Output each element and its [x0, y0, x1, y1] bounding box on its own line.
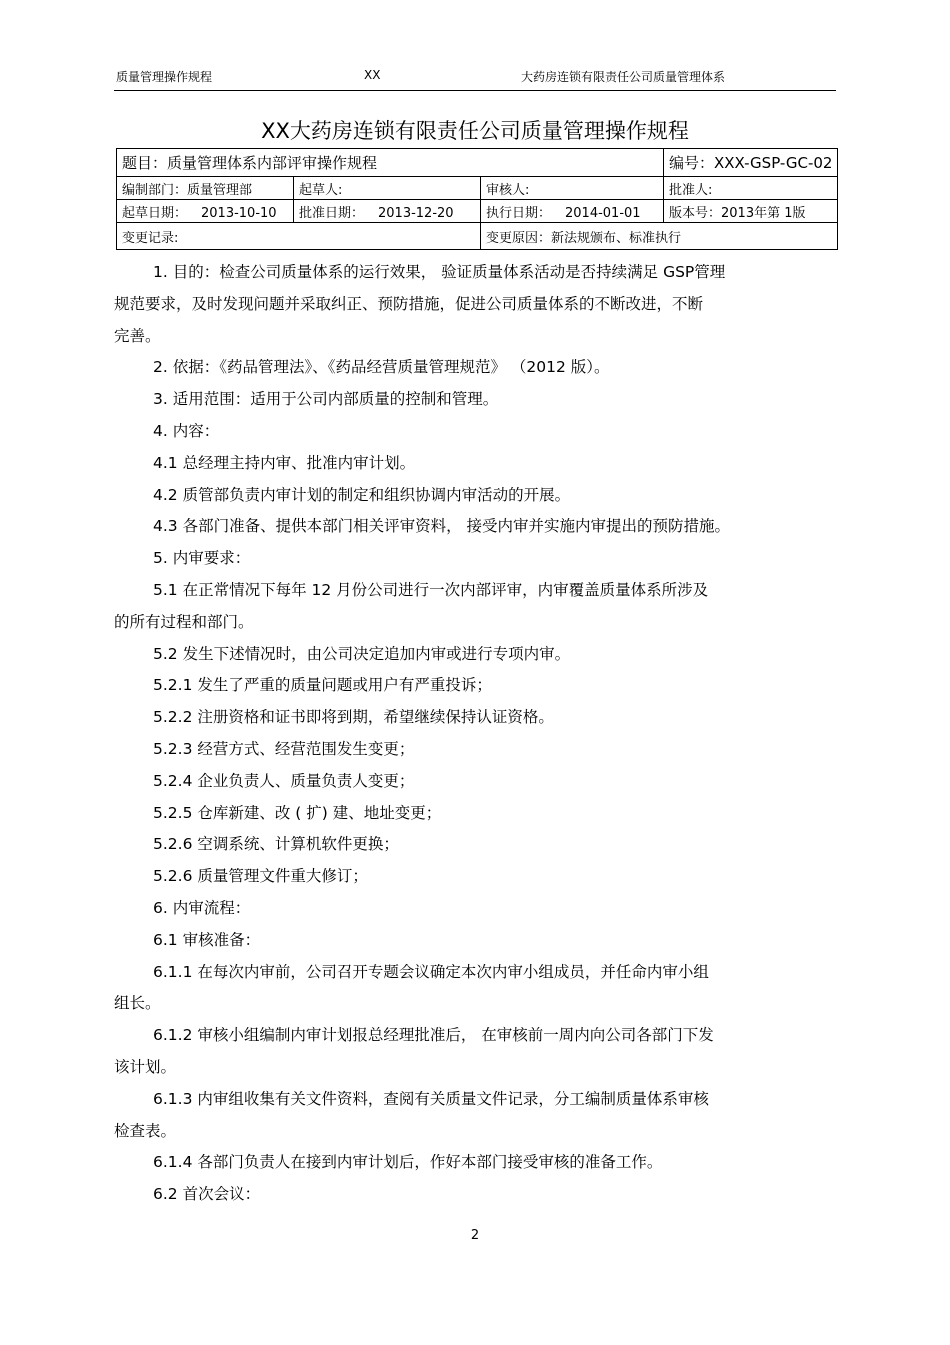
- document-meta-table: [116, 148, 838, 250]
- dept-label: 编制部门：: [122, 182, 188, 198]
- paragraph-line: 组长。: [114, 994, 161, 1013]
- page-number: 2: [470, 1228, 480, 1243]
- paragraph-line: 3. 适用范围：适用于公司内部质量的控制和管理。: [153, 390, 499, 409]
- document-title: XX大药房连锁有限责任公司质量管理操作规程: [261, 119, 689, 143]
- approver-cell: 批准人:: [664, 177, 838, 200]
- paragraph-line: 5.2.5 仓库新建、改 ( 扩) 建、地址变更；: [153, 803, 442, 822]
- dept-value: 质量管理部: [187, 182, 253, 198]
- change-reason-cell: 变更原因：新法规颁布、标准执行: [481, 223, 838, 250]
- approve-date-value: 2013-12-20: [378, 205, 454, 221]
- drafter-cell: 起草人:: [294, 177, 481, 200]
- draft-date-value: 2013-10-10: [201, 205, 277, 221]
- change-record-cell: 变更记录:: [117, 223, 481, 250]
- paragraph-line: 的所有过程和部门。: [114, 612, 254, 631]
- paragraph-line: 4. 内容：: [153, 421, 220, 440]
- paragraph-line: 6.1 审核准备：: [153, 930, 261, 949]
- paragraph-line: 5.2.3 经营方式、经营范围发生变更；: [153, 739, 415, 758]
- paragraph-line: 检查表。: [114, 1121, 177, 1140]
- dept-cell: [117, 177, 294, 200]
- paragraph-line: 6.1.3 内审组收集有关文件资料，查阅有关质量文件记录，分工编制质量体系审核: [153, 1089, 709, 1108]
- header-left-text: 质量管理操作规程: [116, 70, 213, 84]
- draft-date-label: 起草日期：: [122, 205, 188, 221]
- paragraph-line: 6. 内审流程：: [153, 898, 251, 917]
- paragraph-line: 5.2.2 注册资格和证书即将到期，希望继续保持认证资格。: [153, 708, 554, 727]
- header-right-text: 大药房连锁有限责任公司质量管理体系: [521, 70, 726, 84]
- paragraph-line: 5.2.1 发生了严重的质量问题或用户有严重投诉；: [153, 676, 492, 695]
- exec-date-value: 2014-01-01: [565, 205, 641, 221]
- paragraph-line: 6.1.4 各部门负责人在接到内审计划后，作好本部门接受审核的准备工作。: [153, 1153, 663, 1172]
- header-center-text: XX: [364, 68, 381, 82]
- paragraph-line: 4.2 质管部负责内审计划的制定和组织协调内审活动的开展。: [153, 485, 571, 504]
- paragraph-line: 5.1 在正常情况下每年 12 月份公司进行一次内部评审，内审覆盖质量体系所涉及: [153, 580, 709, 599]
- paragraph-line: 6.1.1 在每次内审前，公司召开专题会议确定本次内审小组成员，并任命内审小组: [153, 962, 709, 981]
- document-body: [114, 257, 836, 1211]
- code-cell: 编号：XXX-GSP-GC-02: [664, 149, 838, 177]
- paragraph-line: 1. 目的：检查公司质量体系的运行效果， 验证质量体系活动是否持续满足 GSP管理: [153, 263, 726, 281]
- draft-date-cell: [117, 200, 294, 223]
- paragraph-line: 6.2 首次会议：: [153, 1185, 261, 1204]
- paragraph-line: 6.1.2 审核小组编制内审计划报总经理批准后， 在审核前一周内向公司各部门下发: [153, 1026, 714, 1045]
- paragraph-line: 5.2.6 空调系统、计算机软件更换；: [153, 835, 399, 854]
- paragraph-line: 完善。: [114, 326, 161, 345]
- paragraph-line: 5.2.6 质量管理文件重大修订；: [153, 867, 368, 886]
- approve-date-cell: [294, 200, 481, 223]
- subject-cell: 题目：质量管理体系内部评审操作规程: [117, 149, 664, 177]
- page-header: [114, 66, 836, 91]
- approve-date-label: 批准日期：: [299, 205, 365, 221]
- version-cell: 版本号：2013年第 1版: [664, 200, 838, 223]
- paragraph-line: 4.3 各部门准备、提供本部门相关评审资料， 接受内审并实施内审提出的预防措施。: [153, 517, 731, 536]
- paragraph-line: 5.2 发生下述情况时，由公司决定追加内审或进行专项内审。: [153, 644, 571, 663]
- exec-date-cell: [481, 200, 664, 223]
- paragraph-line: 5. 内审要求：: [153, 549, 251, 568]
- reviewer-cell: 审核人:: [481, 177, 664, 200]
- paragraph-line: 规范要求，及时发现问题并采取纠正、预防措施，促进公司质量体系的不断改进，不断: [114, 294, 704, 313]
- paragraph-line: 该计划。: [114, 1057, 177, 1076]
- paragraph-line: 5.2.4 企业负责人、质量负责人变更；: [153, 771, 415, 790]
- exec-date-label: 执行日期：: [486, 205, 552, 221]
- paragraph-line: 2. 依据：《药品管理法》、《药品经营质量管理规范》 （2012 版）。: [153, 358, 610, 377]
- paragraph-line: 4.1 总经理主持内审、批准内审计划。: [153, 453, 416, 472]
